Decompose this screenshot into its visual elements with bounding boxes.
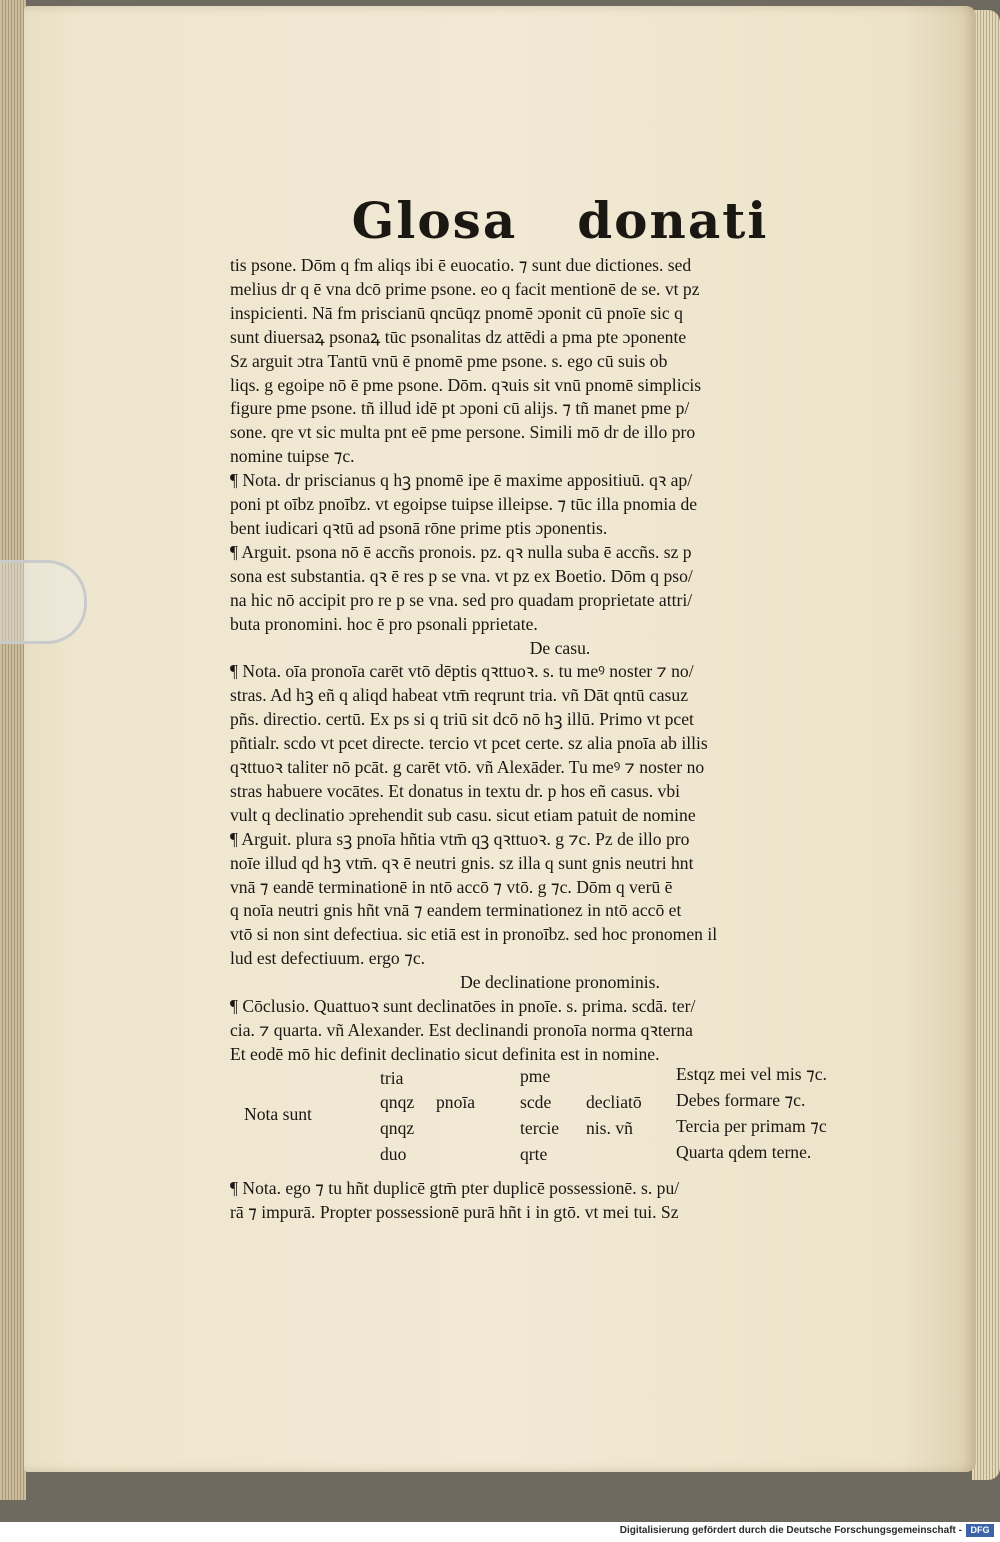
table-label: Nota sunt	[244, 1103, 312, 1124]
text-part-1	[230, 254, 890, 637]
text-line: stras habuere vocātes. Et donatus in textu dr. p hos eñ casus. vbi	[230, 780, 681, 801]
footer-credit: Digitalisierung gefördert durch die Deutsche Forschungsgemeinschaft -	[619, 1525, 962, 1536]
page-clip	[0, 560, 87, 644]
text-line: ¶ Cōclusio. Quattuoꝛ sunt declinatōes in pnoīe. s. prima. scdā. ter/	[230, 996, 696, 1017]
page-title	[230, 190, 890, 252]
text-line: qꝛttuoꝛ taliter nō pcāt. g carēt vtō. vñ Alexāder. Tu meꝰ ⁊ noster no	[230, 757, 705, 778]
text-line: bent iudicari qꝛtū ad psonā rōne prime ptis ɔponentis.	[230, 517, 608, 538]
table-col1-cell: duo	[380, 1143, 407, 1164]
text-line: nomine tuipse ⁊c.	[230, 446, 355, 467]
title-right: donati	[577, 191, 769, 250]
table-col1-cell: tria	[380, 1067, 404, 1088]
table-col1-cell: qnqz	[380, 1091, 415, 1112]
text-line: vtō si non sint defectiua. sic etiā est in pronoībz. sed hoc pronomen il	[230, 924, 718, 945]
text-line: Et eodē mō hic definit declinatio sicut definita est in nomine.	[230, 1043, 660, 1064]
table-col3-cell: scde	[520, 1091, 552, 1112]
dfg-logo-icon: DFG	[966, 1524, 994, 1537]
text-line: poni pt oībz pnoībz. vt egoipse tuipse illeipse. ⁊ tūc illa pnomia de	[230, 494, 698, 515]
text-line: pñtialr. scdo vt pcet directe. tercio vt pcet certe. sz alia pnoīa ab illis	[230, 733, 708, 754]
text-line: melius dr q ē vna dcō prime psone. eo q facit mentionē de se. vt pz	[230, 278, 700, 299]
text-line: inspicienti. Nā fm priscianū qncūqz pnomē ɔponit cū pnoīe sic q	[230, 302, 683, 323]
table-col1-cell: qnqz	[380, 1117, 415, 1138]
text-part-3	[230, 995, 890, 1067]
text-line: ¶ Nota. oīa pronoīa carēt vtō dēptis qꝛttuoꝛ. s. tu meꝰ noster ⁊ no/	[230, 661, 694, 682]
table-col3-cell: pme	[520, 1065, 551, 1086]
text-line: noīe illud qd hꝫ vtm̄. qꝛ ē neutri gnis. sz illa q sunt gnis neutri hnt	[230, 852, 694, 873]
text-line: vnā ⁊ eandē terminationē in ntō accō ⁊ vtō. g ⁊c. Dōm q verū ē	[230, 876, 673, 897]
book-page-edges-left	[0, 0, 26, 1500]
text-part-2	[230, 660, 890, 971]
text-line: cia. ⁊ quarta. vñ Alexander. Est declinandi pronoīa norma qꝛterna	[230, 1020, 693, 1040]
text-line: q noīa neutri gnis hñt vnā ⁊ eandem terminationez in ntō accō et	[230, 900, 682, 921]
section-heading-de-declinatione: De declinatione pronominis.	[460, 972, 660, 993]
text-line: tis psone. Dōm q fm aliqs ibi ē euocatio. ⁊ sunt due dictiones. sed	[230, 255, 692, 275]
text-line: lud est defectiuum. ergo ⁊c.	[230, 948, 426, 969]
text-line: liqs. g egoipe nō ē pme psone. Dōm. qꝛuis sit vnū pnomē simplicis	[230, 374, 702, 395]
text-line: sunt diuersaꝝ psonaꝝ tūc psonalitas dz attēdi a pma pte ɔponente	[230, 326, 687, 347]
table-col4-cell: decliatō	[586, 1091, 642, 1112]
declension-table	[230, 1063, 890, 1177]
table-col5-cell: Quarta qdem terne.	[676, 1141, 812, 1162]
table-col3-cell: qrte	[520, 1143, 548, 1164]
text-line: ¶ Nota. ego ⁊ tu hñt duplicē gtm̄ pter duplicē possessionē. s. pu/	[230, 1177, 680, 1198]
title-left: Glosa	[351, 191, 518, 250]
text-line: na hic nō accipit pro re p se vna. sed pro quadam proprietate attri/	[230, 589, 693, 610]
table-col2-cell: pnoīa	[436, 1091, 476, 1112]
text-part-4	[230, 1177, 890, 1225]
table-col5-cell: Estqz mei vel mis ⁊c.	[676, 1063, 827, 1084]
table-col3-cell: tercie	[520, 1117, 560, 1138]
text-line: ¶ Arguit. psona nō ē accñs pronois. pz. qꝛ nulla suba ē accñs. sz p	[230, 541, 692, 562]
text-line: rā ⁊ impurā. Propter possessionē purā hñt i in gtō. vt mei tui. Sz	[230, 1201, 679, 1222]
page-text-block	[230, 190, 890, 1225]
table-col5-cell: Tercia per primam ⁊c	[676, 1115, 827, 1136]
text-line: sona est substantia. qꝛ ē res p se vna. vt pz ex Boetio. Dōm q pso/	[230, 565, 693, 586]
section-heading-de-casu: De casu.	[529, 637, 591, 658]
text-line: Sz arguit ɔtra Tantū vnū ē pnomē pme psone. s. ego cū suis ob	[230, 350, 668, 371]
text-line: stras. Ad hꝫ eñ q aliqd habeat vtm̄ reqrunt tria. vñ Dāt qntū casuz	[230, 685, 689, 706]
book-page-edges-right	[972, 10, 1000, 1480]
text-line: sone. qre vt sic multa pnt eē pme persone. Simili mō dr de illo pro	[230, 422, 696, 443]
text-line: ¶ Arguit. plura sꝫ pnoīa hñtia vtm̄ qꝫ qꝛttuoꝛ. g ⁊c. Pz de illo pro	[230, 828, 690, 849]
text-line: vult q declinatio ɔprehendit sub casu. sicut etiam patuit de nomine	[230, 804, 696, 825]
text-line: pñs. directio. certū. Ex ps si q triū sit dcō nō hꝫ illū. Primo vt pcet	[230, 709, 694, 730]
table-col4-cell: nis. vñ	[586, 1117, 633, 1138]
text-line: figure pme psone. tñ illud idē pt ɔponi cū alijs. ⁊ tñ manet pme p/	[230, 398, 690, 419]
table-col5-cell: Debes formare ⁊c.	[676, 1089, 806, 1110]
text-line: ¶ Nota. dr priscianus q hꝫ pnomē ipe ē maxime appositiuū. qꝛ ap/	[230, 470, 693, 491]
text-line: buta pronomini. hoc ē pro psonali pprietate.	[230, 613, 538, 634]
